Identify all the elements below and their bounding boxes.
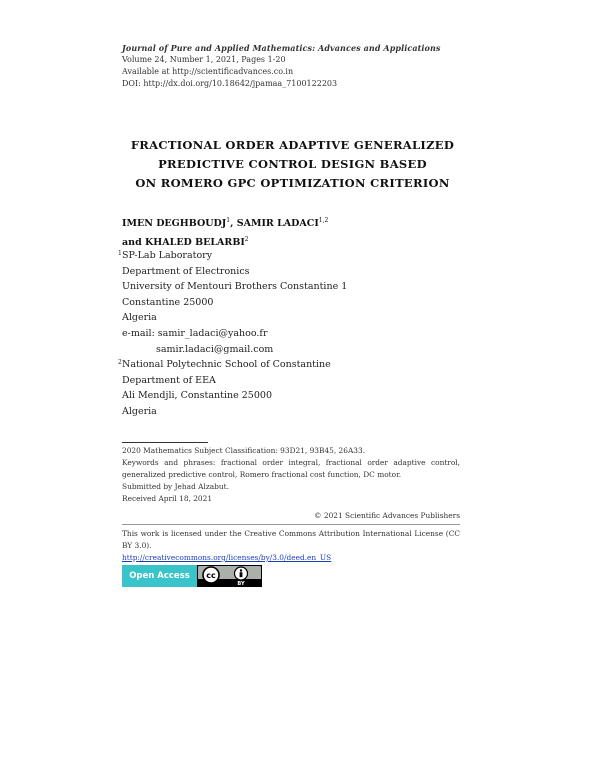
author-list: IMEN DEGHBOUDJ$^1$, SAMIR LADACI$^{1,2}$ and KHALED BELARBI$^2$ <box>122 217 329 248</box>
license-link[interactable]: http://creativecommons.org/licenses/by/3.0/deed.en_US <box>122 553 332 562</box>
keywords: Keywords and phrases: fractional order integral, fractional order adaptive control, generalized predictive control, Romero fractional cost function, DC motor. <box>122 458 460 479</box>
cc-by-badge[interactable] <box>197 565 262 587</box>
affiliation-1-lab: SP-Lab Laboratory <box>122 250 213 261</box>
journal-availability: Available at http://scientificadvances.co.in <box>122 67 294 76</box>
author-3-affil: 2 <box>244 236 249 243</box>
author-1-affil: 1 <box>226 217 231 224</box>
author-3: KHALED BELARBI <box>145 237 245 248</box>
title-line-2: PREDICTIVE CONTROL DESIGN BASED <box>158 157 427 171</box>
affiliation-1-city: Constantine 25000 <box>122 296 214 308</box>
paper-title <box>100 136 485 193</box>
title-line-3: ON ROMERO GPC OPTIMIZATION CRITERION <box>135 176 450 190</box>
copyright-notice: © 2021 Scientific Advances Publishers <box>314 511 460 520</box>
author-2-affil: 1,2 <box>318 217 329 224</box>
affiliation-1-email-alt[interactable]: samir.ladaci@gmail.com <box>156 343 274 355</box>
license-block <box>122 528 460 564</box>
affiliation-2-school: National Polytechnic School of Constantine <box>122 359 331 370</box>
license-text: This work is licensed under the Creative Commons Attribution International License (CC BY 3.0). <box>122 529 460 550</box>
journal-doi: DOI: http://dx.doi.org/10.18642/jpamaa_7100122203 <box>122 79 338 88</box>
affiliation-1 <box>118 248 348 357</box>
author-2: SAMIR LADACI <box>236 218 319 229</box>
affiliation-1-department: Department of Electronics <box>122 265 250 277</box>
affiliation-1-university: University of Mentouri Brothers Constantine 1 <box>122 281 348 293</box>
cc-by-icon <box>197 565 262 587</box>
footnote-divider <box>122 442 208 443</box>
title-line-1: FRACTIONAL ORDER ADAPTIVE GENERALIZED <box>130 138 455 152</box>
affiliation-2-department: Department of EEA <box>122 374 216 386</box>
affiliation-1-email[interactable]: e-mail: samir_ladaci@yahoo.fr <box>122 327 268 339</box>
cc-icon-label: cc <box>206 571 216 580</box>
by-icon-label: BY <box>237 581 245 587</box>
received-date: Received April 18, 2021 <box>122 494 213 503</box>
msc-classification: 2020 Mathematics Subject Classification: 93D21, 93B45, 26A33. <box>122 446 366 455</box>
affiliation-2-country: Algeria <box>122 405 157 417</box>
author-conjunction: and <box>122 237 142 248</box>
journal-volume: Volume 24, Number 1, 2021, Pages 1-20 <box>122 55 286 64</box>
affiliation-2 <box>118 357 331 419</box>
affiliation-1-country: Algeria <box>122 312 157 324</box>
submitted-by: Submitted by Jehad Alzabut. <box>122 482 229 491</box>
author-1: IMEN DEGHBOUDJ <box>122 218 227 229</box>
footnotes <box>122 445 460 505</box>
journal-header <box>122 42 441 90</box>
journal-title: Journal of Pure and Applied Mathematics: Advances and Applications <box>122 43 441 53</box>
open-access-badge[interactable]: Open Access <box>122 565 197 587</box>
affiliation-1-marker: 1 <box>118 250 122 257</box>
affiliation-2-city: Ali Mendjli, Constantine 25000 <box>122 390 272 402</box>
affiliation-2-marker: 2 <box>118 359 122 366</box>
copyright-divider <box>122 524 460 525</box>
